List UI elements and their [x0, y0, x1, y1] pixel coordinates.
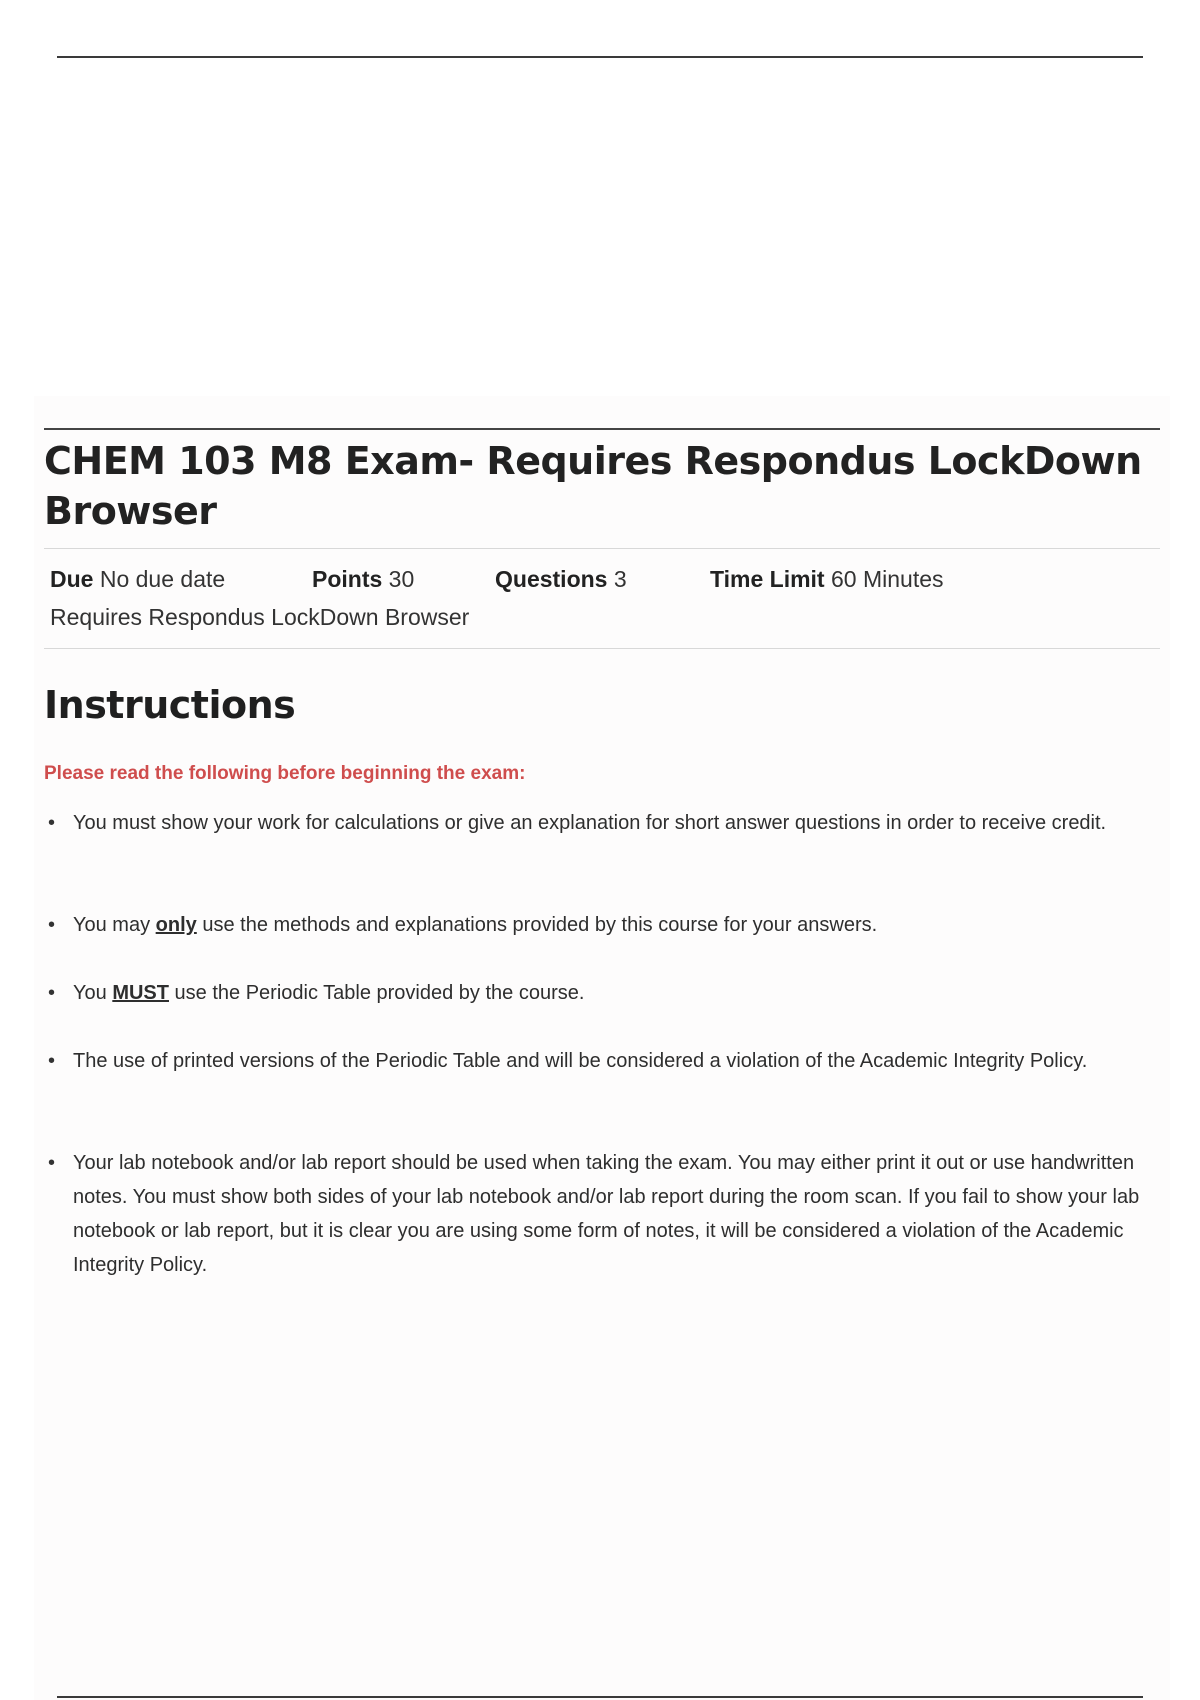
points-label: Points — [312, 566, 383, 592]
details-bottom-divider — [44, 648, 1160, 649]
title-divider — [44, 428, 1160, 430]
bullet-icon: • — [48, 1050, 56, 1072]
list-item — [44, 976, 1160, 1010]
due-label: Due — [50, 566, 94, 592]
bullet-icon: • — [48, 812, 56, 834]
instruction-text: You must show your work for calculations or give an explanation for short answer questions in order to receive credit. — [73, 812, 1107, 834]
page-bottom-rule — [57, 1696, 1143, 1698]
details-top-divider — [44, 548, 1160, 549]
bullet-icon: • — [48, 914, 56, 936]
instruction-emphasis: only — [155, 914, 197, 936]
points-value: 30 — [388, 566, 415, 592]
instruction-text-start: You — [73, 982, 113, 1004]
instruction-emphasis: MUST — [112, 982, 169, 1004]
time-limit-label: Time Limit — [710, 566, 825, 592]
instructions-warning: Please read the following before beginning the exam: — [44, 763, 526, 784]
instructions-heading: Instructions — [44, 683, 296, 727]
list-item — [44, 1146, 1160, 1282]
time-limit-value: 60 Minutes — [831, 566, 944, 592]
exam-title: CHEM 103 M8 Exam- Requires Respondus LockDown Browser — [44, 439, 1142, 533]
points-detail — [312, 564, 414, 594]
bullet-icon: • — [48, 1152, 56, 1174]
page-top-rule — [57, 56, 1143, 58]
questions-detail — [495, 564, 627, 594]
list-item — [44, 806, 1160, 840]
questions-value: 3 — [613, 566, 627, 592]
time-limit-detail — [710, 564, 944, 594]
list-item — [44, 1044, 1160, 1078]
instruction-text — [73, 976, 1153, 1010]
instruction-text-end: use the Periodic Table provided by the course. — [168, 982, 585, 1004]
due-value: No due date — [99, 566, 226, 592]
instruction-text-start: You may — [73, 914, 156, 936]
list-item — [44, 908, 1160, 942]
instruction-text-end: use the methods and explanations provided by this course for your answers. — [196, 914, 878, 936]
questions-label: Questions — [495, 566, 608, 592]
instruction-text: Your lab notebook and/or lab report should be used when taking the exam. You may either print it out or use handwritten notes. You must show both sides of your lab notebook and/or lab report during the room scan. If you fail to show your lab notebook or lab report, but it is clear you are using some form of notes, it will be considered a violation of the Academic Integrity Policy. — [73, 1152, 1140, 1276]
bullet-icon: • — [48, 982, 56, 1004]
instruction-text — [73, 908, 1153, 942]
instruction-text: The use of printed versions of the Periodic Table and will be considered a violation of the Academic Integrity Policy. — [73, 1050, 1088, 1072]
due-detail — [50, 564, 225, 594]
lockdown-requirement-note: Requires Respondus LockDown Browser — [50, 604, 470, 630]
